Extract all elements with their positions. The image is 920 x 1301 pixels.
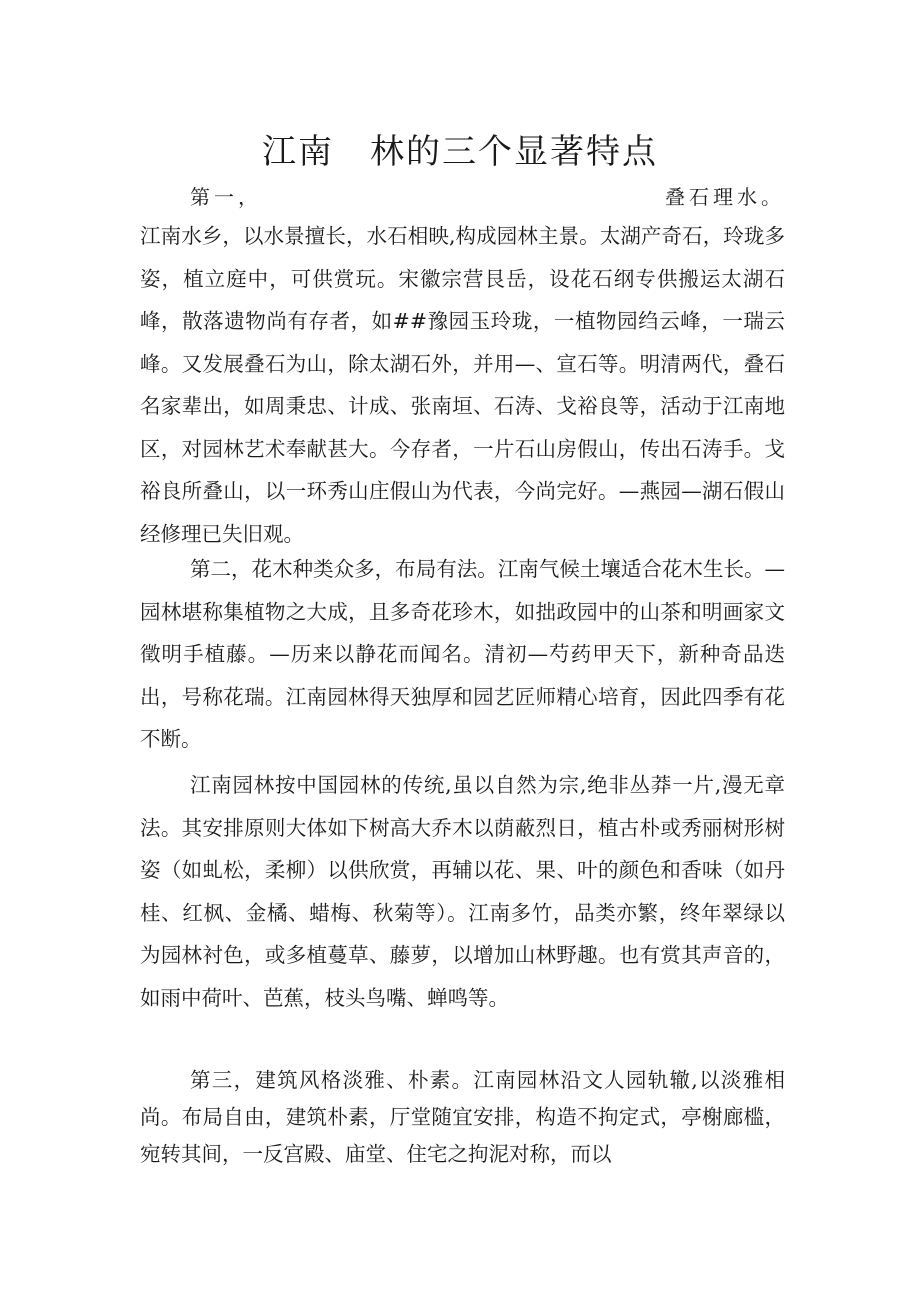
first-point-label: 第一， bbox=[190, 185, 262, 209]
first-point-topic: 叠石理水。 bbox=[665, 185, 785, 209]
document-title: 江南 林的三个显著特点 bbox=[262, 132, 658, 172]
paragraph-planting-principles: 江南园林按中国园林的传统,虽以自然为宗,绝非丛莽一片,漫无章法。其安排原则大体如下树高大乔木以荫蔽烈日，植古朴或秀丽树形树姿（如虬松，柔柳）以供欣赏，再辅以花、果、叶的颜色和香味（如丹桂、红枫、金橘、蜡梅、秋菊等）。江南多竹，品类亦繁，终年翠绿以为园林衬色，或多植蔓草、藤萝，以增加山林野趣。也有赏其声音的，如雨中荷叶、芭蕉，枝头鸟嘴、蝉鸣等。 bbox=[140, 773, 785, 1010]
paragraph-flowers-trees: 第二，花木种类众多，布局有法。江南气候土壤适合花木生长。—园林堪称集植物之大成，且多奇花珍木，如拙政园中的山茶和明画家文徵明手植藤。—历来以静花而闻名。清初—芍药甲天下，新种奇品迭出，号称花瑞。江南园林得天独厚和园艺匠师精心培育，因此四季有花不断。 bbox=[140, 557, 785, 751]
paragraph-rockery-water: 江南水乡，以水景擅长，水石相映,构成园林主景。太湖产奇石，玲珑多姿，植立庭中，可供赏玩。宋徽宗营艮岳，设花石纲专供搬运太湖石峰，散落遗物尚有存者，如##豫园玉玲珑，一植物园绉云峰，一瑞云峰。又发展叠石为山，除太湖石外，并用—、宣石等。明清两代，叠石名家辈出，如周秉忠、计成、张南垣、石涛、戈裕良等，活动于江南地区，对园林艺术奉献甚大。今存者，一片石山房假山，传出石涛手。戈裕良所叠山，以一环秀山庄假山为代表，今尚完好。—燕园—湖石假山经修理已失旧观。 bbox=[140, 224, 785, 546]
first-point-heading bbox=[140, 178, 785, 216]
paragraph-architecture-style: 第三，建筑风格淡雅、朴素。江南园林沿文人园轨辙,以淡雅相尚。布局自由，建筑朴素，厅堂随宜安排，构造不拘定式，亭榭廊槛，宛转其间，一反宫殿、庙堂、住宅之拘泥对称，而以 bbox=[140, 1068, 785, 1166]
